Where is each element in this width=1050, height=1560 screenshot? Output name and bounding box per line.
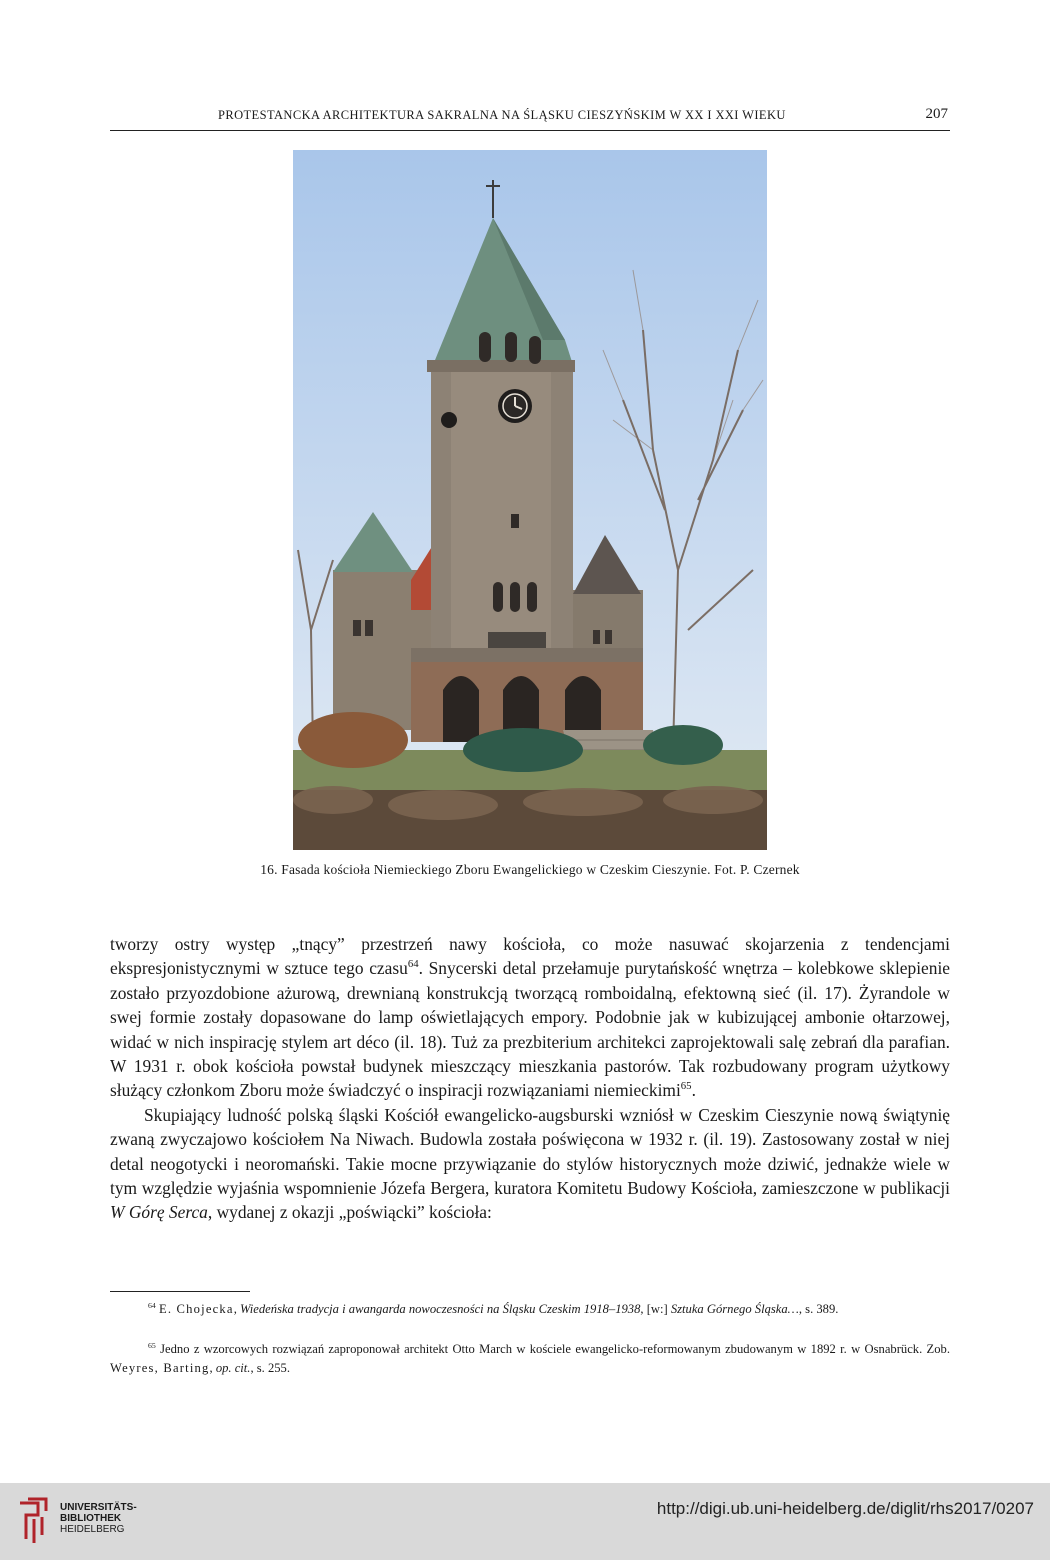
running-header bbox=[110, 104, 950, 131]
footnote-ref-64: 64 bbox=[407, 958, 419, 971]
body-text bbox=[110, 932, 950, 1225]
page-number: 207 bbox=[925, 106, 948, 122]
permalink-url[interactable]: http://digi.ub.uni-heidelberg.de/diglit/rhs2017/0207 bbox=[656, 1499, 1034, 1518]
figure-caption: 16. Fasada kościoła Niemieckiego Zboru Ewangelickiego w Czeskim Cieszynie. Fot. P. Czernek bbox=[260, 862, 800, 877]
publication-title: W Górę Serca bbox=[110, 1202, 208, 1223]
footnote-separator bbox=[110, 1291, 250, 1292]
library-logo-icon[interactable] bbox=[14, 1495, 54, 1552]
library-name: UNIVERSITÄTS- BIBLIOTHEK HEIDELBERG bbox=[60, 1502, 137, 1535]
footnote-65: $^{65}$ Jedno z wzorcowych rozwiązań zaproponował architekt Otto March w kościele ewangelicko-reformowanym zbudowanym w 1892 r. w Osnabrück. Zob. Weyres, Barting, op. cit., s. 255. bbox=[110, 1340, 950, 1375]
paragraph-2: Skupiający ludność polską śląski Kościół ewangelicko-augsburski wzniósł w Czeskim Cieszynie nową świątynię zwaną zwyczajowo kościołem Na Niwach. Budowla została poświęcona w 1932 r. (il. 19). Zastosowany został w niej detal neogotycki i neoromański. Takie mocne przywiązanie do stylów historycznych może dziwić, jednakże wiele w tym względzie wyjaśnia wspomnienie Józefa Bergera, kuratora Komitetu Budowy Kościoła, zamieszczone w publikacji W Górę Serca, wydanej z okazji „poświącki” kościoła: bbox=[110, 1104, 950, 1223]
church-photo bbox=[293, 150, 767, 850]
running-title: PROTESTANCKA ARCHITEKTURA SAKRALNA NA ŚLĄSKU CIESZYŃSKIM W XX I XXI WIEKU bbox=[218, 108, 786, 122]
footnote-ref-65: 65 bbox=[680, 1080, 692, 1093]
paragraph-1: tworzy ostry występ „tnący” przestrzeń nawy kościoła, co może nasuwać skojarzenia z tendencjami ekspresjonistycznymi w sztuce tego czasu$^{64}$. Snycerski detal przełamuje purytańskość wnętrza – kolebkowe sklepienie zostało przyozdobione ażurową, drewnianą konstrukcją tworzącą romboidalną, efektowną sieć (il. 17). Żyrandole w swej formie zostały dopasowane do lamp oświetlających empory. Podobnie jak w kubizującej ambonie ołtarzowej, widać w nich inspirację stylem art déco (il. 18). Tuż za prezbiterium architekci zaprojektowali salę zebrań dla parafian. W 1931 r. obok kościoła powstał budynek mieszczący mieszkania pastorów. Tak rozbudowany program użytkowy służący członkom Zboru może świadczyć o inspiracji rozwiązaniami niemieckimi$^{65}$. bbox=[110, 934, 950, 1101]
footnote-64: $^{64}$ E. Chojecka, Wiedeńska tradycja i awangarda nowoczesności na Śląsku Czeskim 1918–1938, [w:] Sztuka Górnego Śląska…, s. 389. bbox=[148, 1300, 839, 1316]
footer-bar bbox=[0, 1483, 1050, 1560]
church-illustration bbox=[293, 150, 767, 850]
